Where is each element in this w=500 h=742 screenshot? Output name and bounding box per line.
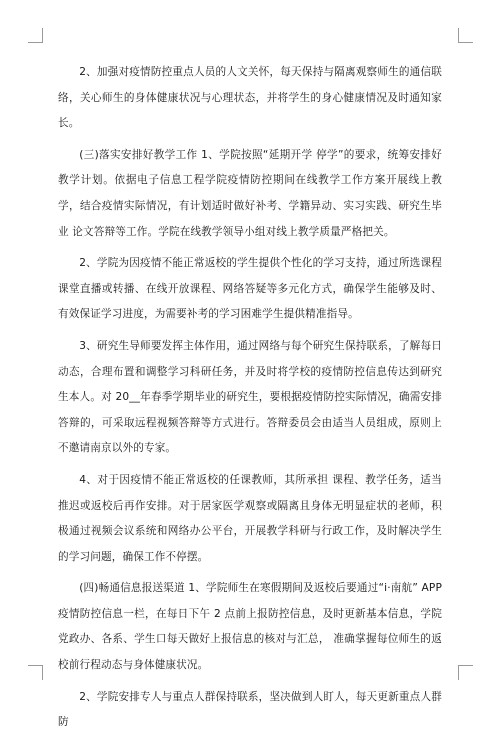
paragraph-learning-support: 2、学院为因疫情不能正常返校的学生提供个性化的学习支持，通过所选课程课堂直播或转播、在线开放课程、网络答疑等多元化方式，确保学生能够及时、有效保证学习进度，为需要补考的学习困难学生提供精准指导。 <box>58 257 442 321</box>
crop-mark-bottom-left <box>28 665 43 680</box>
crop-mark-bottom-right <box>458 665 473 680</box>
paragraph-key-population-contact: 2、学院安排专人与重点人群保持联系，坚决做到人盯人，每天更新重点人群防 <box>58 690 442 729</box>
crop-mark-top-left <box>28 28 43 43</box>
paragraph-teachers-arrangement: 4、对于因疫情不能正常返校的任课教师，其所承担 课程、教学任务，适当推迟或返校后再作安排。对于居家医学观察或隔离且身体无明显症状的老师，积极通过视频会议系统和网络办公平台，开展教学科研与行政工作，及时解决学生的学习问题，确保工作不停摆。 <box>58 473 442 563</box>
paragraph-care-for-key-personnel: 2、加强对疫情防控重点人员的人文关怀，每天保持与隔离观察师生的通信联络，关心师生的身体健康状况与心理状态，并将学生的身心健康情况及时通知家长。 <box>58 66 442 130</box>
paragraph-graduate-supervisors: 3、研究生导师要发挥主体作用，通过网络与每个研究生保持联系，了解每日动态，合理布置和调整学习科研任务，并及时将学校的疫情防控信息传达到研究生本人。对 20__年春季学期毕业的研究生，要根据疫情防控实际情况，确需安排答辩的，可采取远程视频答辩等方式进行。答辩委员会由适当人员组成，原则上不邀请南京以外的专家。 <box>58 339 442 455</box>
document-body <box>58 60 442 742</box>
paragraph-teaching-arrangement: (三)落实安排好教学工作 1、学院按照“延期开学 停学”的要求，统筹安排好教学计划。依据电子信息工程学院疫情防控期间在线教学工作方案开展线上教学，结合疫情实际情况，有计划适时做好补考、学籍异动、实习实践、研究生毕业 论文答辩等工作。学院在线教学领导小组对线上教学质量严格把关。 <box>58 148 442 238</box>
crop-mark-top-right <box>458 28 473 43</box>
paragraph-information-reporting: (四)畅通信息报送渠道 1、学院师生在寒假期间及返校后要通过“i·南航” APP 疫情防控信息一栏，在每日下午 2 点前上报防控信息，及时更新基本信息，学院党政办、各系、学生口每天做好上报信息的核对与汇总， 准确掌握每位师生的返校前行程动态与身体健康状况。 <box>58 582 442 672</box>
